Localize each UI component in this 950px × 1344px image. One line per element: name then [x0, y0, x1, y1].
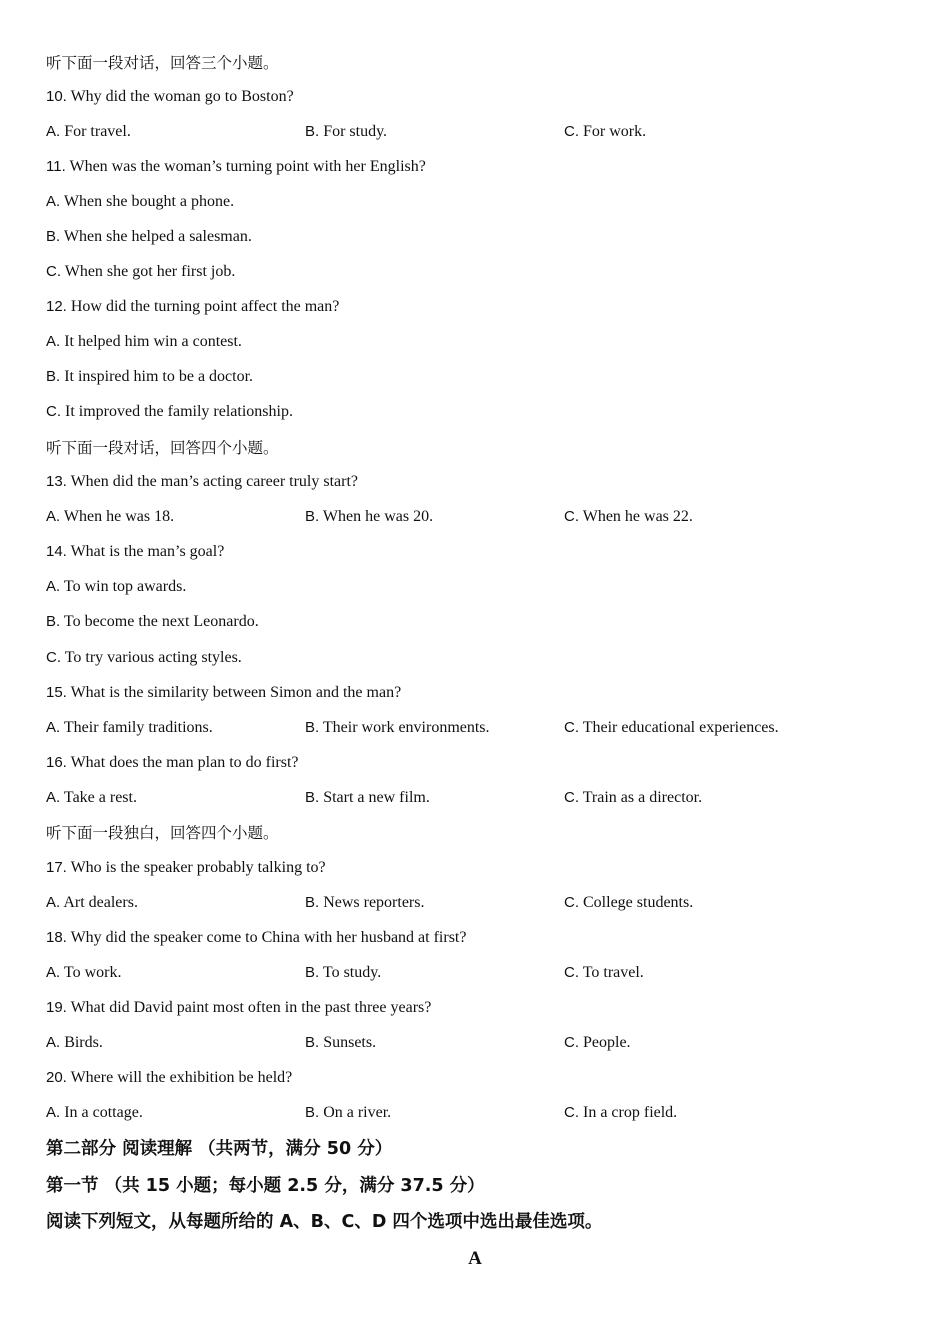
option-c: C. When he was 22.: [564, 508, 693, 525]
option-b: B. To become the next Leonardo.: [46, 613, 259, 630]
question-20: 20. Where will the exhibition be held?: [46, 1069, 293, 1086]
question-15: 15. What is the similarity between Simon and the man?: [46, 684, 402, 701]
question-16: 16. What does the man plan to do first?: [46, 754, 299, 771]
question-10: [46, 87, 294, 107]
option-b: B. For study.: [305, 123, 388, 140]
section-heading: 第一节 （共 15 小题；每小题 2.5 分，满分 37.5 分）: [46, 1176, 485, 1196]
question-number: 10.: [46, 88, 67, 105]
option-c: C. In a crop field.: [564, 1104, 678, 1121]
option-a: A. To work.: [46, 964, 122, 981]
question-14: 14. What is the man’s goal?: [46, 543, 225, 560]
option-b: B. News reporters.: [305, 894, 425, 911]
question-18: 18. Why did the speaker come to China with her husband at first?: [46, 929, 467, 946]
option-a: A. Art dealers.: [46, 894, 138, 911]
option-b: B. Their work environments.: [305, 719, 490, 736]
instruction-text: 阅读下列短文，从每题所给的 A、B、C、D 四个选项中选出最佳选项。: [46, 1212, 603, 1232]
option-b: B. Start a new film.: [305, 789, 430, 806]
option-a: A. For travel.: [46, 123, 131, 140]
option-a: A. Take a rest.: [46, 789, 137, 806]
option-b: B. Sunsets.: [305, 1034, 377, 1051]
part-heading: 第二部分 阅读理解 （共两节，满分 50 分）: [46, 1139, 393, 1159]
option-c: C. Train as a director.: [564, 789, 703, 806]
question-12: 12. How did the turning point affect the man?: [46, 298, 340, 315]
option-b: B. When she helped a salesman.: [46, 228, 252, 245]
section-intro: 听下面一段对话，回答三个小题。: [46, 54, 279, 72]
option-c: C. For work.: [564, 123, 647, 140]
option-c: C. To travel.: [564, 964, 644, 981]
option-c: C. When she got her first job.: [46, 263, 236, 280]
question-11: 11. When was the woman’s turning point with her English?: [46, 158, 426, 175]
option-c: C. To try various acting styles.: [46, 649, 242, 666]
option-a: A. In a cottage.: [46, 1104, 143, 1121]
question-19: 19. What did David paint most often in the past three years?: [46, 999, 432, 1016]
question-13: 13. When did the man’s acting career truly start?: [46, 473, 359, 490]
option-c: C. Their educational experiences.: [564, 719, 779, 736]
section-intro: 听下面一段对话，回答四个小题。: [46, 439, 279, 457]
passage-label: A: [468, 1248, 482, 1269]
option-b: B. To study.: [305, 964, 382, 981]
option-a: A. Birds.: [46, 1034, 103, 1051]
option-a: A. When she bought a phone.: [46, 193, 235, 210]
option-a: A. To win top awards.: [46, 578, 187, 595]
option-c: C. College students.: [564, 894, 694, 911]
option-a: A. When he was 18.: [46, 508, 175, 525]
option-a: A. Their family traditions.: [46, 719, 213, 736]
option-c: C. It improved the family relationship.: [46, 403, 293, 420]
option-b: B. It inspired him to be a doctor.: [46, 368, 254, 385]
section-intro: 听下面一段独白，回答四个小题。: [46, 824, 279, 842]
option-c: C. People.: [564, 1034, 631, 1051]
option-a: A. It helped him win a contest.: [46, 333, 242, 350]
question-text: Why did the woman go to Boston?: [70, 88, 294, 105]
option-b: B. On a river.: [305, 1104, 392, 1121]
option-b: B. When he was 20.: [305, 508, 434, 525]
question-17: 17. Who is the speaker probably talking to?: [46, 859, 326, 876]
